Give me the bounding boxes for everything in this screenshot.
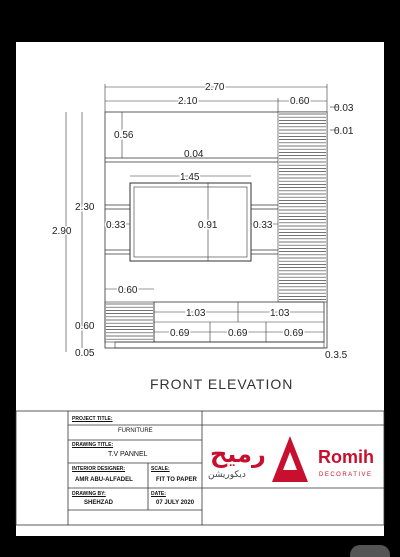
dim-top-gap: 0.03: [334, 103, 354, 114]
dim-drawer-top-left: 1.03: [186, 308, 206, 319]
dim-drawer-bottom-2: 0.69: [228, 328, 248, 339]
drawing-title-value: T.V PANNEL: [108, 451, 148, 458]
dim-overall-height: 2.90: [52, 226, 72, 237]
dim-shelf-thickness: 0.04: [184, 149, 204, 160]
dim-side-gap: 0.01: [334, 126, 354, 137]
drawn-by: SHEHZAD: [84, 500, 114, 506]
designer-name: AMR ABU-ALFADEL: [75, 477, 133, 483]
tv-frame: [130, 183, 251, 261]
dim-side-width: 0.60: [290, 96, 310, 107]
scale-label: SCALE:: [151, 466, 170, 472]
plinth: [115, 342, 324, 348]
date-value: 07 JULY 2020: [156, 500, 195, 506]
drawing-title: FRONT ELEVATION: [150, 376, 294, 392]
dim-depth-note: 0.3.5: [325, 350, 348, 361]
logo-arabic-sub: ديكوريشن: [208, 470, 246, 480]
dim-main-width: 2.10: [178, 96, 198, 107]
dim-drawer-bottom-3: 0.69: [284, 328, 304, 339]
dim-right-shelf: 0.33: [253, 220, 273, 231]
logo-name: Romih: [318, 447, 374, 467]
dim-left-panel: 0.60: [118, 285, 138, 296]
logo-tagline: DECORATIVE: [319, 472, 373, 478]
drawn-by-label: DRAWING BY:: [72, 491, 106, 497]
tv-screen: [134, 187, 247, 257]
dim-overall-width: 2.70: [205, 82, 225, 93]
logo-arabic: رميح: [210, 440, 266, 468]
scale-value: FIT TO PAPER: [156, 477, 197, 483]
dim-drawer-top-right: 1.03: [270, 308, 290, 319]
dim-plinth: 0.05: [75, 348, 95, 359]
dim-shelf-drop: 0.56: [114, 130, 134, 141]
dim-tv-width: 1.45: [180, 172, 200, 183]
scroll-indicator: [350, 545, 390, 557]
drawing-title-label: DRAWING TITLE:: [72, 442, 114, 448]
dim-drawer-bottom-1: 0.69: [170, 328, 190, 339]
romih-logo-icon: [272, 436, 308, 482]
dim-base-height: 0.60: [75, 321, 95, 332]
designer-label: INTERIOR DESIGNER:: [72, 466, 126, 472]
dim-left-shelf: 0.33: [106, 220, 126, 231]
dim-tv-height: 0.91: [198, 220, 218, 231]
dim-main-height: 2.30: [75, 202, 95, 213]
project-title: FURNITURE: [118, 428, 153, 434]
left-slats: [106, 304, 153, 339]
project-title-label: PROJECT TITLE:: [72, 416, 113, 422]
date-label: DATE:: [151, 491, 166, 497]
